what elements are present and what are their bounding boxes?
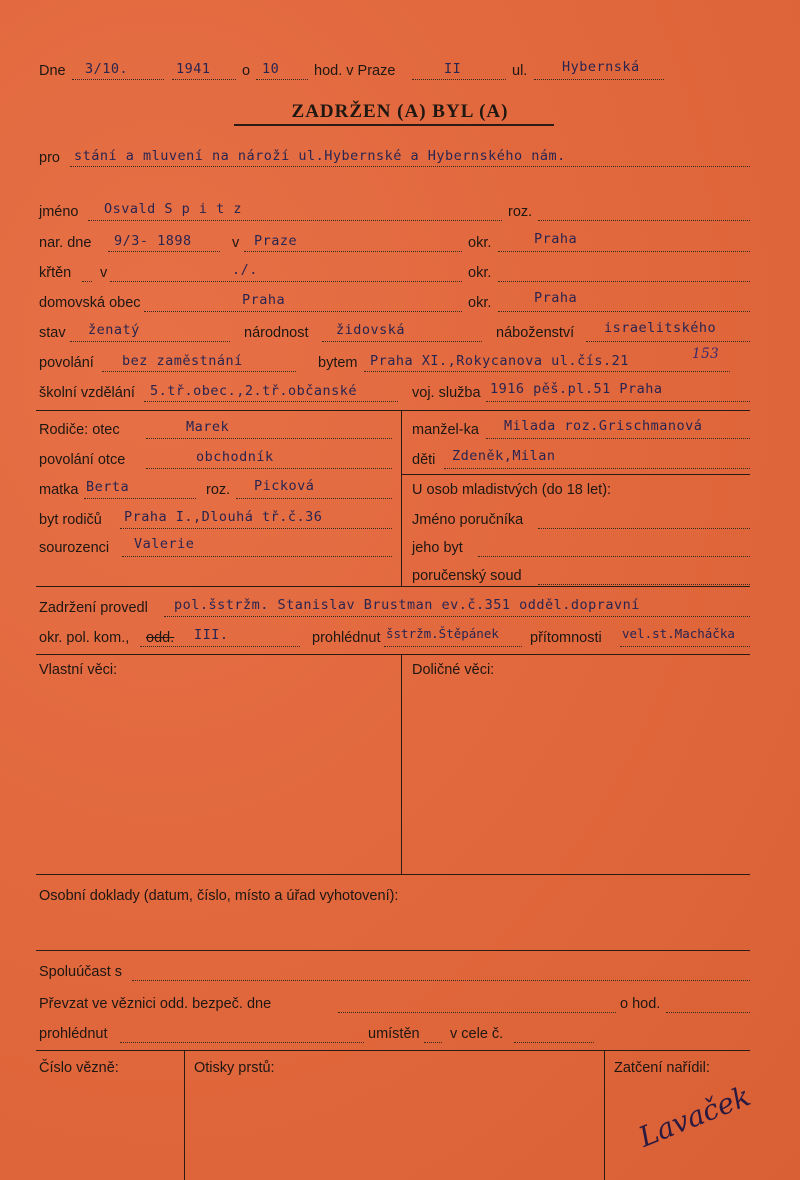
matka-label: matka <box>39 482 79 498</box>
nabozenstvi-value: israelitského <box>604 320 717 336</box>
skolni-value: 5.tř.obec.,2.tř.občanské <box>150 383 358 399</box>
prevzat-label: Převzat ve věznici odd. bezpeč. dne <box>39 996 272 1012</box>
domovska-okr-value: Praha <box>534 290 578 306</box>
o-label: o <box>242 63 251 79</box>
skolni-label: školní vzdělání <box>39 385 135 401</box>
povolani-otce-value: obchodník <box>196 449 274 465</box>
nar-okr-label: okr. <box>468 235 492 251</box>
o-hod-label: o hod. <box>620 996 661 1012</box>
jeho-byt-label: jeho byt <box>412 540 463 556</box>
domovska-label: domovská obec <box>39 295 141 311</box>
deti-label: děti <box>412 452 436 468</box>
form-title: ZADRŽEN (A) BYL (A) <box>291 101 509 122</box>
povolani-otce-label: povolání otce <box>39 452 126 468</box>
grid-line-top <box>36 410 750 411</box>
nar-label: nar. dne <box>39 235 92 251</box>
jmeno-porucnika-label: Jméno poručníka <box>412 512 524 528</box>
voj-value: 1916 pěš.pl.51 Praha <box>490 381 663 397</box>
nabozenstvi-label: náboženství <box>496 325 575 341</box>
stav-label: stav <box>39 325 66 341</box>
byt-rodicu-value: Praha I.,Dlouhá tř.č.36 <box>124 509 323 525</box>
manzel-label: manžel-ka <box>412 422 479 438</box>
v-cele-label: v cele č. <box>450 1026 504 1042</box>
okr-kom-struck: odd. <box>146 630 175 646</box>
hod-label: hod. v Praze <box>314 63 396 79</box>
provedl-label: Zadržení provedl <box>39 600 148 616</box>
povolani-label: povolání <box>39 355 94 371</box>
otec-value: Marek <box>186 419 230 435</box>
doklady-line <box>36 950 750 951</box>
roz-label: roz. <box>508 204 533 220</box>
grid-line-items-top <box>36 654 750 655</box>
cislo-vezne-label: Číslo vězně: <box>39 1060 119 1076</box>
nar-value: 9/3- 1898 <box>114 233 192 249</box>
bytem-handwritten: 153 <box>692 346 720 362</box>
domovska-okr-label: okr. <box>468 295 492 311</box>
narodnost-value: židovská <box>336 322 406 338</box>
matka-roz-value: Picková <box>254 478 315 494</box>
okr-kom-value: III. <box>194 627 229 643</box>
sourozenci-value: Valerie <box>134 536 195 552</box>
krten-v-label: v <box>100 265 108 281</box>
pritomnosti-value: vel.st.Macháčka <box>622 626 735 641</box>
grid-line-mid <box>36 586 750 587</box>
nar-v-label: v <box>232 235 240 251</box>
footer-divider-2 <box>604 1050 605 1180</box>
jmeno-value: Osvald S p i t z <box>104 201 243 217</box>
doklady-label: Osobní doklady (datum, číslo, místo a úřad vyhotovení): <box>39 888 399 904</box>
prohlednut-value: šstržm.Štěpánek <box>386 626 499 641</box>
byt-rodicu-label: byt rodičů <box>39 512 102 528</box>
spoluucast-label: Spoluúčast s <box>39 964 123 980</box>
reason-value: stání a mluvení na nároží ul.Hybernské a Hybernského nám. <box>74 148 566 164</box>
sourozenci-label: sourozenci <box>39 540 110 556</box>
mladistvi-top-line <box>401 474 750 475</box>
year-value: 1941 <box>176 61 211 77</box>
pritomnosti-label: přítomnosti <box>530 630 602 646</box>
reason-label: pro <box>39 150 60 166</box>
provedl-value: pol.šstržm. Stanislav Brustman ev.č.351 odděl.dopravní <box>174 597 640 613</box>
porucensky-soud-label: poručenský soud <box>412 568 522 584</box>
krten-value: ./. <box>232 262 258 278</box>
grid-line-items-bottom <box>36 874 750 875</box>
street-value: Hybernská <box>562 59 640 75</box>
grid-divider-items <box>401 654 402 874</box>
hour-value: 10 <box>262 61 280 77</box>
umisten-label: umístěn <box>368 1026 420 1042</box>
krten-okr-label: okr. <box>468 265 492 281</box>
vlastni-veci-label: Vlastní věci: <box>39 662 118 678</box>
manzel-value: Milada roz.Grischmanová <box>504 418 703 434</box>
footer-divider-1 <box>184 1050 185 1180</box>
nar-misto-value: Praze <box>254 233 298 249</box>
bytem-value: Praha XI.,Rokycanova ul.čís.21 <box>370 353 629 369</box>
dolicne-veci-label: Doličné věci: <box>412 662 495 678</box>
footer-prohlednut-label: prohlédnut <box>39 1026 108 1042</box>
voj-label: voj. služba <box>412 385 481 401</box>
nar-okr-value: Praha <box>534 231 578 247</box>
prohlednut-label: prohlédnut <box>312 630 381 646</box>
date-value: 3/10. <box>85 61 129 77</box>
stav-value: ženatý <box>88 322 140 338</box>
deti-value: Zdeněk,Milan <box>452 448 556 464</box>
krten-label: křtěn <box>39 265 72 281</box>
zatceni-label: Zatčení nařídil: <box>614 1060 710 1076</box>
title-underline <box>234 124 554 126</box>
footer-grid-top <box>36 1050 750 1051</box>
okr-kom-label: okr. pol. kom., <box>39 630 130 646</box>
narodnost-label: národnost <box>244 325 309 341</box>
district-value: II <box>444 61 462 77</box>
rodice-label: Rodiče: otec <box>39 422 120 438</box>
otisky-label: Otisky prstů: <box>194 1060 275 1076</box>
domovska-value: Praha <box>242 292 286 308</box>
grid-divider-family <box>401 410 402 586</box>
signature-handwritten: Lavaček <box>634 1079 755 1154</box>
matka-value: Berta <box>86 479 130 495</box>
povolani-value: bez zaměstnání <box>122 353 243 369</box>
dne-label: Dne <box>39 63 66 79</box>
matka-roz-label: roz. <box>206 482 231 498</box>
mladistvi-label: U osob mladistvých (do 18 let): <box>412 482 612 498</box>
jmeno-label: jméno <box>39 204 79 220</box>
bytem-label: bytem <box>318 355 358 371</box>
ul-label: ul. <box>512 63 528 79</box>
